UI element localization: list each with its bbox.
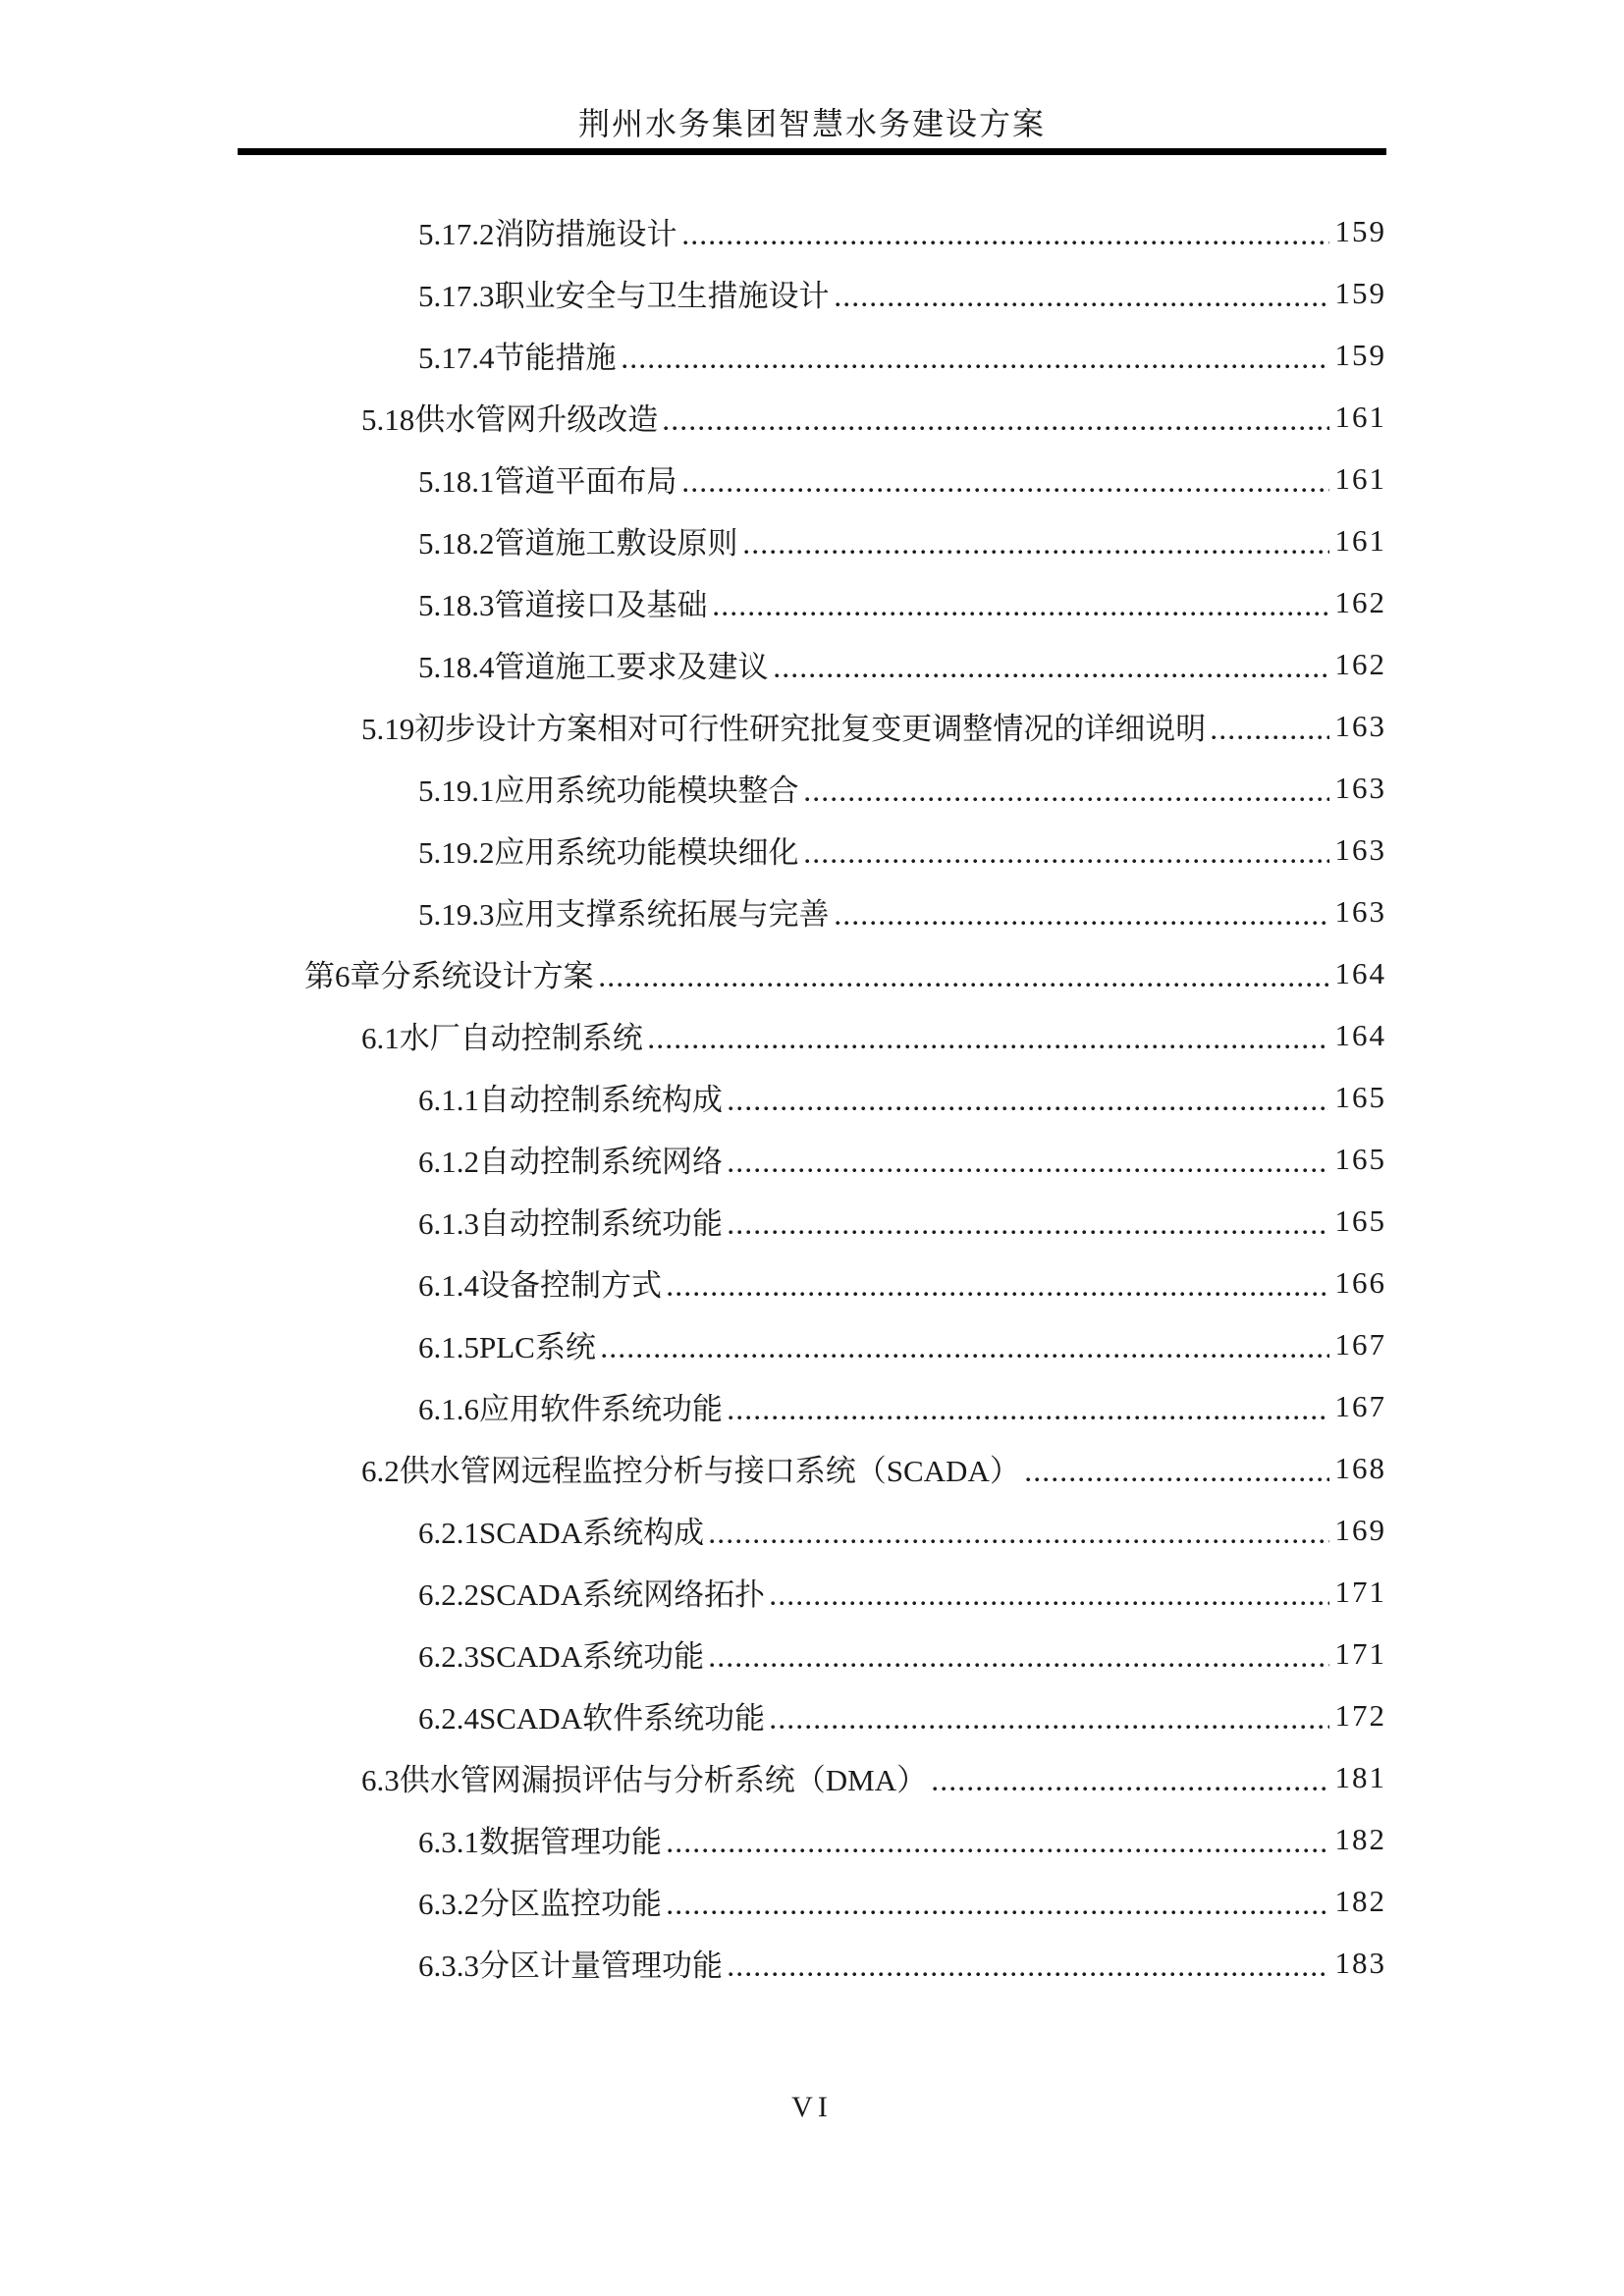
toc-entry[interactable] — [238, 881, 1386, 942]
toc-entry-page: 159 — [1334, 213, 1386, 248]
dot-leader — [668, 1848, 1329, 1853]
toc-entry[interactable] — [238, 324, 1386, 386]
toc-entry[interactable] — [238, 757, 1386, 819]
toc-entry[interactable] — [238, 695, 1386, 757]
toc-entry-title[interactable]: 5.18.2管道施工敷设原则 — [418, 526, 738, 561]
toc-entry[interactable] — [238, 1313, 1386, 1375]
toc-entry[interactable] — [238, 633, 1386, 695]
toc-entry[interactable] — [238, 262, 1386, 324]
toc-entry-page: 159 — [1334, 337, 1386, 372]
dot-leader — [683, 240, 1329, 245]
toc-entry-title[interactable]: 5.18.4管道施工要求及建议 — [418, 650, 769, 684]
toc-entry[interactable] — [238, 1437, 1386, 1499]
dot-leader — [710, 1663, 1328, 1668]
toc-list — [238, 200, 1386, 1994]
dot-leader — [771, 1601, 1328, 1606]
dot-leader — [744, 550, 1329, 555]
toc-entry-page: 169 — [1334, 1512, 1386, 1547]
toc-entry-title[interactable]: 5.19.2应用系统功能模块细化 — [418, 835, 799, 870]
dot-leader — [771, 1725, 1328, 1730]
toc-entry-page: 183 — [1334, 1945, 1386, 1980]
dot-leader — [649, 1044, 1329, 1049]
dot-leader — [623, 364, 1329, 369]
dot-leader — [729, 1415, 1329, 1420]
toc-entry-title[interactable]: 5.18.1管道平面布局 — [418, 464, 677, 499]
toc-entry[interactable] — [238, 1066, 1386, 1128]
toc-entry-page: 162 — [1334, 646, 1386, 681]
toc-entry-page: 161 — [1334, 460, 1386, 496]
dot-leader — [710, 1539, 1328, 1544]
toc-entry-title[interactable]: 6.2.2SCADA系统网络拓扑 — [418, 1577, 766, 1612]
toc-entry-title[interactable]: 6.2供水管网远程监控分析与接口系统（SCADA） — [361, 1454, 1020, 1488]
toc-entry[interactable] — [238, 1561, 1386, 1623]
toc-entry[interactable] — [238, 942, 1386, 1004]
dot-leader — [714, 612, 1329, 616]
toc-entry-title[interactable]: 5.17.4节能措施 — [418, 341, 617, 375]
toc-entry-page: 162 — [1334, 584, 1386, 619]
toc-entry-title[interactable]: 5.19初步设计方案相对可行性研究批复变更调整情况的详细说明 — [361, 712, 1207, 746]
toc-entry-page: 163 — [1334, 831, 1386, 867]
toc-entry-title[interactable]: 6.1.2自动控制系统网络 — [418, 1145, 723, 1179]
toc-entry-title[interactable]: 5.19.3应用支撑系统拓展与完善 — [418, 897, 830, 932]
toc-entry-page: 165 — [1334, 1202, 1386, 1238]
toc-entry[interactable] — [238, 1499, 1386, 1561]
toc-entry-page: 165 — [1334, 1141, 1386, 1176]
toc-entry[interactable] — [238, 509, 1386, 571]
toc-entry[interactable] — [238, 1252, 1386, 1313]
toc-entry-title[interactable]: 6.3.1数据管理功能 — [418, 1825, 662, 1859]
dot-leader — [729, 1972, 1329, 1977]
toc-entry[interactable] — [238, 1932, 1386, 1994]
toc-entry-page: 164 — [1334, 1017, 1386, 1052]
toc-entry[interactable] — [238, 571, 1386, 633]
toc-entry-page: 161 — [1334, 399, 1386, 434]
toc-entry-title[interactable]: 6.3.2分区监控功能 — [418, 1887, 662, 1921]
toc-entry-page: 166 — [1334, 1264, 1386, 1300]
toc-entry-title[interactable]: 6.2.3SCADA系统功能 — [418, 1639, 705, 1674]
toc-entry-title[interactable]: 6.1.4设备控制方式 — [418, 1268, 662, 1303]
dot-leader — [836, 302, 1329, 307]
toc-entry-title[interactable]: 6.3供水管网漏损评估与分析系统（DMA） — [361, 1763, 928, 1797]
dot-leader — [602, 1354, 1329, 1359]
toc-entry-title[interactable]: 5.17.3职业安全与卫生措施设计 — [418, 279, 830, 313]
toc-entry[interactable] — [238, 1808, 1386, 1870]
toc-entry-title[interactable]: 5.18.3管道接口及基础 — [418, 588, 708, 622]
dot-leader — [775, 673, 1329, 678]
toc-entry-title[interactable]: 6.1.5PLC系统 — [418, 1330, 596, 1364]
dot-leader — [600, 983, 1329, 988]
toc-entry-page: 165 — [1334, 1079, 1386, 1114]
toc-entry[interactable] — [238, 1623, 1386, 1684]
page-footer — [0, 2091, 1624, 2124]
toc-entry-title[interactable]: 6.3.3分区计量管理功能 — [418, 1949, 723, 1983]
toc-entry-page: 181 — [1334, 1759, 1386, 1794]
toc-entry-page: 161 — [1334, 522, 1386, 558]
page-header — [238, 0, 1386, 155]
dot-leader — [729, 1230, 1329, 1235]
toc-entry-title[interactable]: 6.2.4SCADA软件系统功能 — [418, 1701, 766, 1735]
dot-leader — [836, 921, 1329, 926]
toc-entry[interactable] — [238, 1870, 1386, 1932]
toc-entry-page: 168 — [1334, 1450, 1386, 1485]
dot-leader — [668, 1292, 1329, 1297]
dot-leader — [805, 797, 1329, 802]
toc-entry-page: 163 — [1334, 893, 1386, 929]
toc-entry-title[interactable]: 第6章分系统设计方案 — [304, 959, 594, 993]
dot-leader — [729, 1168, 1329, 1173]
document-title: 荆州水务集团智慧水务建设方案 — [577, 106, 1046, 141]
toc-entry[interactable] — [238, 200, 1386, 262]
toc-entry[interactable] — [238, 1746, 1386, 1808]
toc-entry-title[interactable]: 6.1.1自动控制系统构成 — [418, 1083, 723, 1117]
toc-entry-page: 167 — [1334, 1388, 1386, 1423]
toc-entry-page: 182 — [1334, 1821, 1386, 1856]
toc-entry-title[interactable]: 5.19.1应用系统功能模块整合 — [418, 774, 799, 808]
toc-entry[interactable] — [238, 448, 1386, 509]
toc-entry-title[interactable]: 6.1.3自动控制系统功能 — [418, 1206, 723, 1241]
toc-entry[interactable] — [238, 1684, 1386, 1746]
toc-entry-page: 171 — [1334, 1635, 1386, 1671]
dot-leader — [933, 1787, 1328, 1791]
toc-entry[interactable] — [238, 386, 1386, 448]
page-number: VI — [791, 2091, 833, 2123]
toc-entry-title[interactable]: 5.17.2消防措施设计 — [418, 217, 677, 251]
toc-entry-title[interactable]: 6.1水厂自动控制系统 — [361, 1021, 643, 1055]
dot-leader — [668, 1910, 1329, 1915]
toc-entry-title[interactable]: 5.18供水管网升级改造 — [361, 402, 659, 437]
toc-entry-page: 171 — [1334, 1574, 1386, 1609]
dot-leader — [683, 488, 1329, 493]
dot-leader — [729, 1106, 1329, 1111]
toc-entry[interactable] — [238, 1004, 1386, 1066]
toc-entry-title[interactable]: 6.2.1SCADA系统构成 — [418, 1516, 705, 1550]
toc-entry-page: 182 — [1334, 1883, 1386, 1918]
toc-entry-page: 159 — [1334, 275, 1386, 310]
dot-leader — [1026, 1477, 1329, 1482]
dot-leader — [1212, 735, 1328, 740]
toc-entry-page: 172 — [1334, 1697, 1386, 1733]
toc-entry[interactable] — [238, 1190, 1386, 1252]
dot-leader — [664, 426, 1328, 431]
toc-entry-page: 164 — [1334, 955, 1386, 990]
dot-leader — [805, 859, 1329, 864]
toc-entry-page: 163 — [1334, 708, 1386, 743]
toc-entry[interactable] — [238, 1128, 1386, 1190]
toc-entry-page: 167 — [1334, 1326, 1386, 1362]
toc-entry-page: 163 — [1334, 770, 1386, 805]
toc-entry-title[interactable]: 6.1.6应用软件系统功能 — [418, 1392, 723, 1426]
toc-entry[interactable] — [238, 1375, 1386, 1437]
toc-entry[interactable] — [238, 819, 1386, 881]
